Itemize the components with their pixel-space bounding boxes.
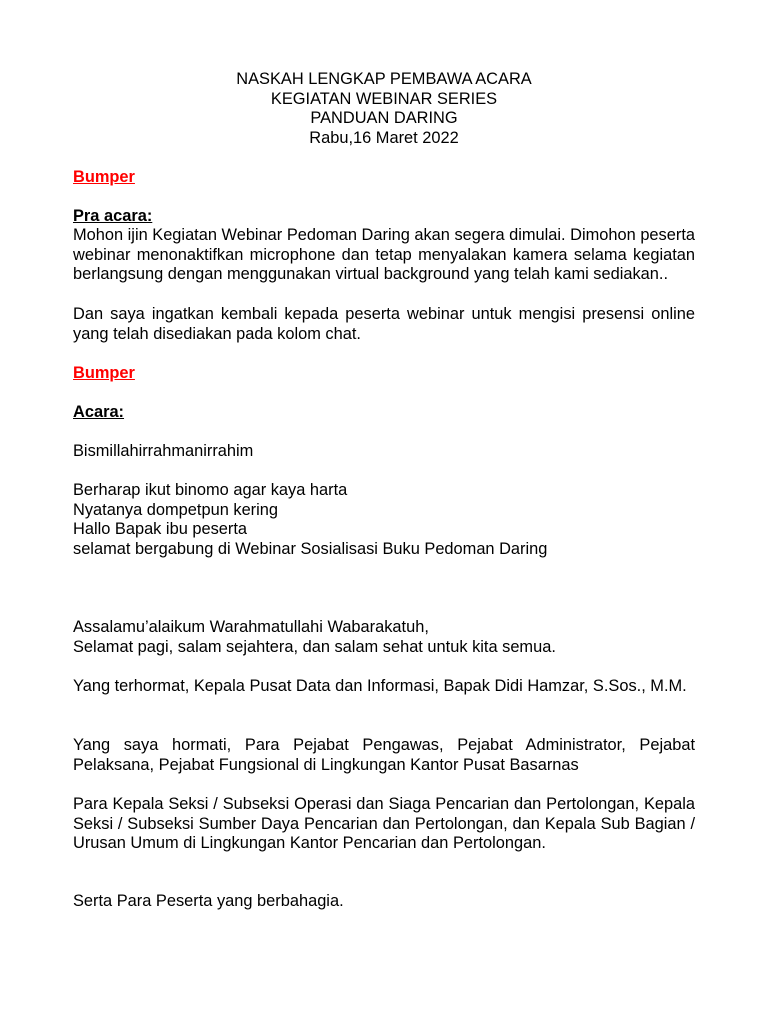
- hormati-paragraph: Yang saya hormati, Para Pejabat Pengawas, Pejabat Administrator, Pejabat Pelaksana, Pejabat Fungsional di Lingkungan Kantor Pusat Basarnas: [73, 736, 695, 774]
- bismillah-line: Bismillahirrahmanirrahim: [73, 442, 254, 460]
- pra-acara-heading: Pra acara:: [73, 207, 153, 225]
- pra-acara-paragraph-1: Mohon ijin Kegiatan Webinar Pedoman Daring akan segera dimulai. Dimohon peserta webinar menonaktifkan microphone dan tetap menyalakan kamera selama kegiatan berlangsung dengan menggunakan virtual background yang telah kami sediakan..: [73, 226, 695, 284]
- acara-heading: Acara:: [73, 403, 125, 421]
- salam-line: Selamat pagi, salam sejahtera, dan salam sehat untuk kita semua.: [73, 637, 556, 656]
- pantun-line: selamat bergabung di Webinar Sosialisasi Buku Pedoman Daring: [73, 539, 548, 558]
- salam-block: [73, 618, 695, 657]
- pantun-line: Berharap ikut binomo agar kaya harta: [73, 481, 348, 499]
- document-topic: PANDUAN DARING: [310, 109, 458, 128]
- pantun-block: [73, 481, 695, 559]
- document-title: NASKAH LENGKAP PEMBAWA ACARA: [236, 70, 532, 88]
- pantun-line: Nyatanya dompetpun kering: [73, 500, 279, 519]
- pra-acara-paragraph-2: Dan saya ingatkan kembali kepada peserta webinar untuk mengisi presensi online yang telah disediakan pada kolom chat.: [73, 305, 695, 343]
- salam-line: Assalamu’alaikum Warahmatullahi Wabarakatuh,: [73, 618, 429, 636]
- document-subtitle: KEGIATAN WEBINAR SERIES: [270, 89, 498, 108]
- document-date: Rabu,16 Maret 2022: [309, 128, 459, 147]
- terhormat-paragraph: Yang terhormat, Kepala Pusat Data dan Informasi, Bapak Didi Hamzar, S.Sos., M.M.: [73, 677, 687, 695]
- pantun-line: Hallo Bapak ibu peserta: [73, 520, 248, 539]
- serta-line: Serta Para Peserta yang berbahagia.: [73, 892, 344, 910]
- bumper-heading-1: Bumper: [73, 168, 135, 186]
- kepala-paragraph: Para Kepala Seksi / Subseksi Operasi dan Siaga Pencarian dan Pertolongan, Kepala Seksi / Subseksi Sumber Daya Pencarian dan Pertolongan, dan Kepala Sub Bagian / Urusan Umum di Lingkungan Kantor Pencarian dan Pertolongan.: [73, 795, 695, 853]
- document-header: [0, 70, 768, 148]
- bumper-heading-2: Bumper: [73, 364, 135, 382]
